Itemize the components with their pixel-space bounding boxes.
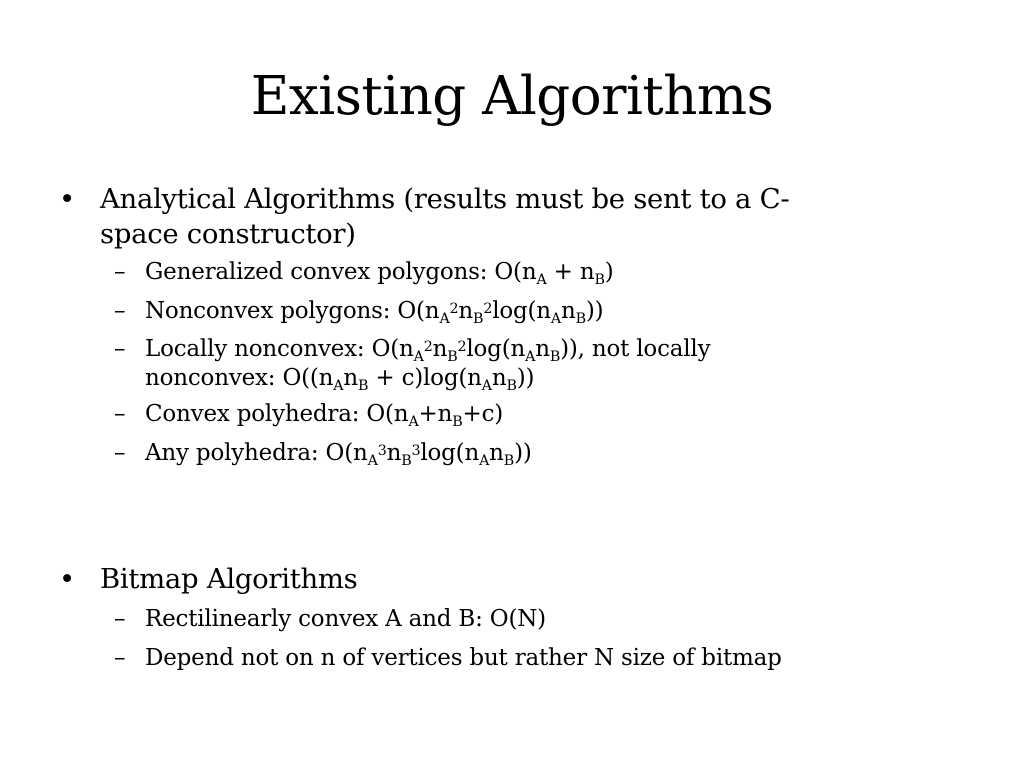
text-segment: )) [514,440,532,466]
dash-marker: – [114,298,126,324]
subitem-rectilinearly-convex [114,605,905,634]
subitem-convex-polyhedra [114,400,905,430]
subitem-nonconvex-polygons [114,297,905,327]
dash-marker: – [114,440,126,466]
text-segment: +c) [462,401,504,427]
text-segment: )) [585,298,604,324]
subscript: B [401,452,412,469]
bullet-text-line1: Bitmap Algorithms [100,563,358,595]
text-segment: log(n [466,336,526,362]
text-segment: )) [516,365,535,391]
text-segment: n [386,440,402,466]
subscript: B [473,310,484,327]
superscript: 2 [423,339,433,356]
superscript: 2 [449,301,459,318]
subscript: B [358,377,369,394]
text-segment: )), not locally [560,336,711,362]
superscript: 3 [377,443,387,460]
subscript: A [481,377,492,394]
text-segment: n [343,365,358,391]
text-segment: n [535,336,550,362]
superscript: 2 [483,301,493,318]
dash-marker: – [114,259,126,285]
text-segment: nonconvex: O((n [145,365,334,391]
bullet-analytical-algorithms [59,182,920,252]
subscript: B [452,413,463,430]
text-segment: ) [604,259,614,285]
text-segment: +n [418,401,453,427]
subscript: A [333,377,344,394]
subitem-locally-nonconvex [114,335,905,394]
text-segment: Generalized convex polygons: O(n [145,259,537,285]
subitem-text: Depend not on n of vertices but rather N size of bitmap [145,645,782,671]
text-segment: Any polyhedra: O(n [145,440,368,466]
text-segment: n [561,298,576,324]
subscript: A [479,452,490,469]
subscript: B [549,348,561,365]
dash-marker: – [114,645,126,671]
text-segment: + n [546,259,595,285]
subscript: B [575,310,586,327]
slide-title: Existing Algorithms [250,66,774,127]
text-segment: n [458,298,474,324]
subscript: B [503,452,515,469]
dash-marker: – [114,401,126,427]
bullet-marker: • [59,563,75,595]
subscript: A [367,452,378,469]
subscript: B [594,271,605,288]
text-segment: + c)log(n [368,365,482,391]
text-segment: n [491,365,507,391]
text-segment: Nonconvex polygons: O(n [145,298,440,324]
subscript: A [525,348,536,365]
subscript: B [447,348,458,365]
subscript: A [413,348,424,365]
text-segment: n [432,336,448,362]
bullet-text-line2: space constructor) [100,218,356,250]
subscript: B [506,377,517,394]
subscript: A [536,271,547,288]
bullet-text-line1: Analytical Algorithms (results must be sent to a C- [100,183,790,215]
subitem-depend-on-bitmap-size [114,644,905,673]
subitem-generalized-convex-polygons [114,258,905,288]
dash-marker: – [114,606,126,632]
subscript: A [439,310,450,327]
text-segment: n [489,440,504,466]
bullet-bitmap-algorithms [59,562,920,597]
superscript: 3 [411,443,421,460]
bullet-marker: • [59,183,75,215]
text-segment: log(n [420,440,480,466]
subscript: A [550,310,561,327]
dash-marker: – [114,336,126,362]
subitem-text: Rectilinearly convex A and B: O(N) [145,606,546,632]
subitem-any-polyhedra [114,439,905,469]
superscript: 2 [457,339,467,356]
text-segment: Locally nonconvex: O(n [145,336,414,362]
text-segment: Convex polyhedra: O(n [145,401,409,427]
subscript: A [408,413,419,430]
text-segment: log(n [492,298,551,324]
